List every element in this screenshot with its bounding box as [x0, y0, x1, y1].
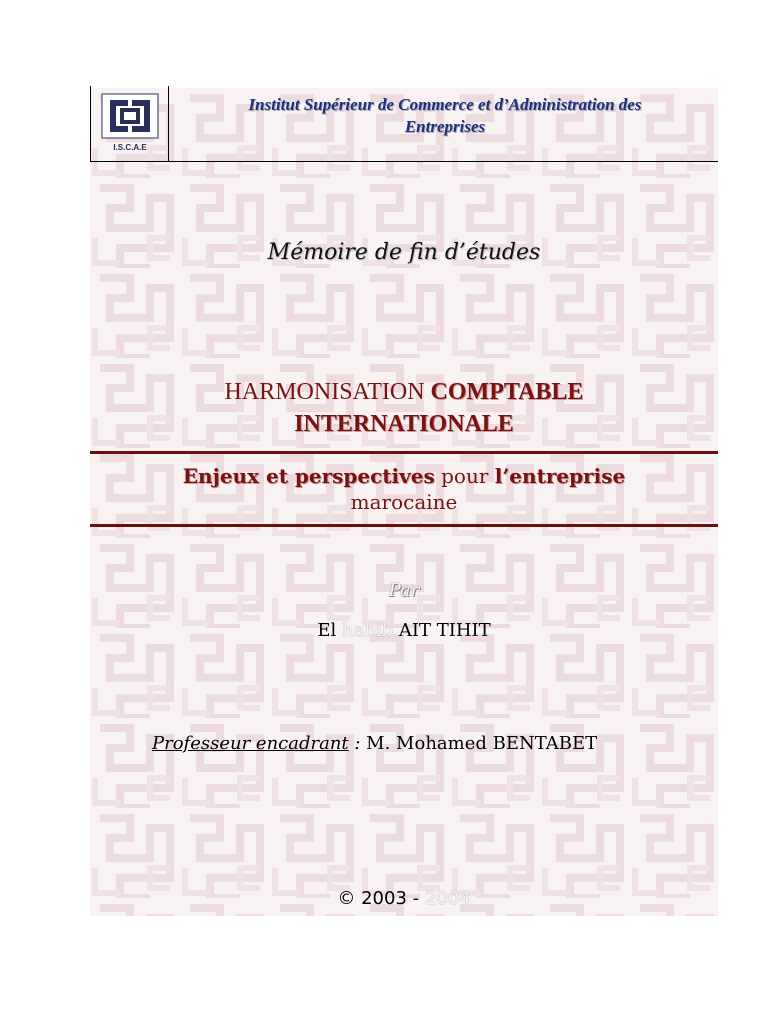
iscae-logo	[100, 92, 160, 154]
supervisor-separator: :	[348, 733, 367, 754]
subtitle-part2: pour	[441, 464, 489, 488]
header-divider	[168, 86, 169, 162]
author-first: El	[317, 620, 337, 641]
institution-header	[90, 86, 718, 162]
supervisor-name: M. Mohamed BENTABET	[366, 733, 598, 754]
copyright-prefix: © 2003 -	[337, 888, 425, 909]
supervisor-line	[152, 733, 597, 754]
institution-name-line1: Institut Supérieur de Commerce et d’Administration des	[248, 95, 642, 114]
institution-name-line2: Entreprises	[404, 117, 486, 136]
thesis-subtitle	[90, 463, 718, 515]
title-word2: COMPTABLE	[430, 379, 584, 405]
title-rule-top	[90, 451, 718, 454]
author-last: AIT TIHIT	[398, 620, 491, 641]
title-line2: INTERNATIONALE	[294, 411, 514, 437]
author-name	[90, 620, 718, 641]
copyright-year-end: 2004	[424, 888, 471, 909]
logo-text: I.S.C.A.E	[113, 143, 147, 152]
subtitle-line2: marocaine	[350, 490, 458, 514]
thesis-title	[90, 376, 718, 440]
document-type: Mémoire de fin d’études	[267, 240, 541, 265]
title-word1: HARMONISATION	[224, 379, 425, 405]
copyright-years	[90, 888, 718, 909]
by-label: Par	[388, 580, 420, 601]
supervisor-label: Professeur encadrant	[152, 733, 349, 754]
author-middle: habib	[341, 620, 394, 641]
title-rule-bottom	[90, 524, 718, 527]
header-left-border	[90, 86, 91, 162]
subtitle-part3: l’entreprise	[494, 464, 626, 488]
subtitle-part1: Enjeux et perspectives	[182, 464, 435, 488]
header-bottom-border	[90, 161, 718, 162]
institution-name	[190, 94, 700, 138]
